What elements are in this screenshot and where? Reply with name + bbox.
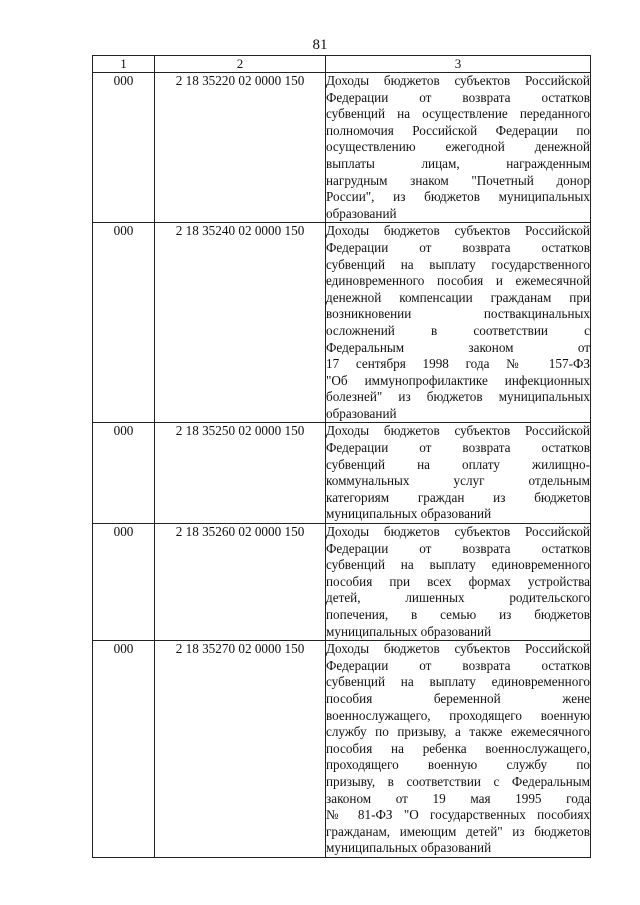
- description-line: Федерации от возврата остатков: [326, 440, 590, 456]
- admin-code-cell: 000: [93, 524, 155, 641]
- description-cell: [326, 641, 591, 858]
- admin-code-cell: 000: [93, 223, 155, 423]
- description-cell: [326, 423, 591, 524]
- description-line: Доходы бюджетов субъектов Российской: [326, 524, 590, 540]
- description-line: возникновении поствакцинальных: [326, 306, 590, 322]
- table-row: [93, 524, 591, 641]
- description-line: Доходы бюджетов субъектов Российской: [326, 73, 590, 88]
- column-header-1: 1: [93, 56, 155, 73]
- description-line: попечения, в семью из бюджетов: [326, 607, 590, 622]
- description-line: детей, лишенных родительского: [326, 590, 590, 606]
- description-line: субвенций на осуществление переданного: [326, 106, 590, 122]
- description-line: выплаты лицам, награжденным: [326, 155, 590, 171]
- description-line: призыву, в соответствии с Федеральным: [326, 773, 590, 789]
- description-line: Федерации от возврата остатков: [326, 657, 590, 673]
- description-line: муниципальных образований: [326, 840, 492, 856]
- description-line: Доходы бюджетов субъектов Российской: [326, 641, 590, 657]
- description-line: № 81-ФЗ "О государственных пособиях: [326, 807, 590, 823]
- admin-code-cell: 000: [93, 423, 155, 524]
- description-line: коммунальных услуг отдельным: [326, 473, 590, 489]
- description-line: Федерации от возврата остатков: [326, 540, 590, 556]
- description-line: Федеральным законом от: [326, 339, 590, 355]
- budget-code-cell: 2 18 35270 02 0000 150: [155, 641, 326, 858]
- table-row: [93, 73, 591, 223]
- admin-code-cell: 000: [93, 641, 155, 858]
- table-body: [93, 73, 591, 858]
- description-line: образований: [326, 205, 397, 221]
- budget-code-cell: 2 18 35250 02 0000 150: [155, 423, 326, 524]
- column-header-2: 2: [155, 56, 326, 73]
- description-line: муниципальных образований: [326, 623, 492, 639]
- description-cell: [326, 73, 591, 223]
- description-line: 17 сентября 1998 года № 157-ФЗ: [326, 356, 590, 372]
- table-row: [93, 423, 591, 524]
- description-line: муниципальных образований: [326, 506, 492, 522]
- description-line: субвенций на оплату жилищно-: [326, 456, 590, 472]
- description-line: полномочия Российской Федерации по: [326, 122, 590, 138]
- description-line: субвенций на выплату единовременного: [326, 557, 590, 573]
- description-line: нагрудным знаком "Почетный донор: [326, 172, 590, 188]
- description-cell: [326, 223, 591, 423]
- description-line: службу по призыву, а также ежемесячного: [326, 724, 590, 740]
- description-line: законом от 19 мая 1995 года: [326, 790, 590, 806]
- description-line: болезней" из бюджетов муниципальных: [326, 389, 590, 405]
- admin-code-cell: 000: [93, 73, 155, 223]
- description-line: пособия при всех формах устройства: [326, 573, 590, 589]
- description-line: категориям граждан из бюджетов: [326, 489, 590, 505]
- table-header-row: [93, 56, 591, 73]
- description-line: России", из бюджетов муниципальных: [326, 189, 590, 205]
- description-line: Федерации от возврата остатков: [326, 239, 590, 255]
- table-row: [93, 223, 591, 423]
- description-line: пособия на ребенка военнослужащего,: [326, 740, 590, 756]
- description-line: военнослужащего, проходящего военную: [326, 707, 590, 723]
- description-line: единовременного пособия и ежемесячной: [326, 273, 590, 289]
- description-line: Федерации от возврата остатков: [326, 89, 590, 105]
- description-line: Доходы бюджетов субъектов Российской: [326, 423, 590, 439]
- budget-code-cell: 2 18 35220 02 0000 150: [155, 73, 326, 223]
- description-line: пособия беременной жене: [326, 690, 590, 706]
- description-line: осложнений в соответствии с: [326, 322, 590, 338]
- description-line: образований: [326, 405, 397, 421]
- description-line: гражданам, имеющим детей" из бюджетов: [326, 823, 590, 839]
- page-number: 81: [312, 37, 328, 53]
- description-line: "Об иммунопрофилактике инфекционных: [326, 372, 590, 388]
- column-header-3: 3: [326, 56, 591, 73]
- description-cell: [326, 524, 591, 641]
- description-line: осуществлению ежегодной денежной: [326, 139, 590, 155]
- description-line: Доходы бюджетов субъектов Российской: [326, 223, 590, 239]
- budget-code-cell: 2 18 35260 02 0000 150: [155, 524, 326, 641]
- budget-code-cell: 2 18 35240 02 0000 150: [155, 223, 326, 423]
- budget-revenue-table: [92, 55, 591, 858]
- description-line: денежной компенсации гражданам при: [326, 289, 590, 305]
- description-line: субвенций на выплату единовременного: [326, 674, 590, 690]
- description-line: субвенций на выплату государственного: [326, 256, 590, 272]
- description-line: проходящего военную службу по: [326, 757, 590, 773]
- table-row: [93, 641, 591, 858]
